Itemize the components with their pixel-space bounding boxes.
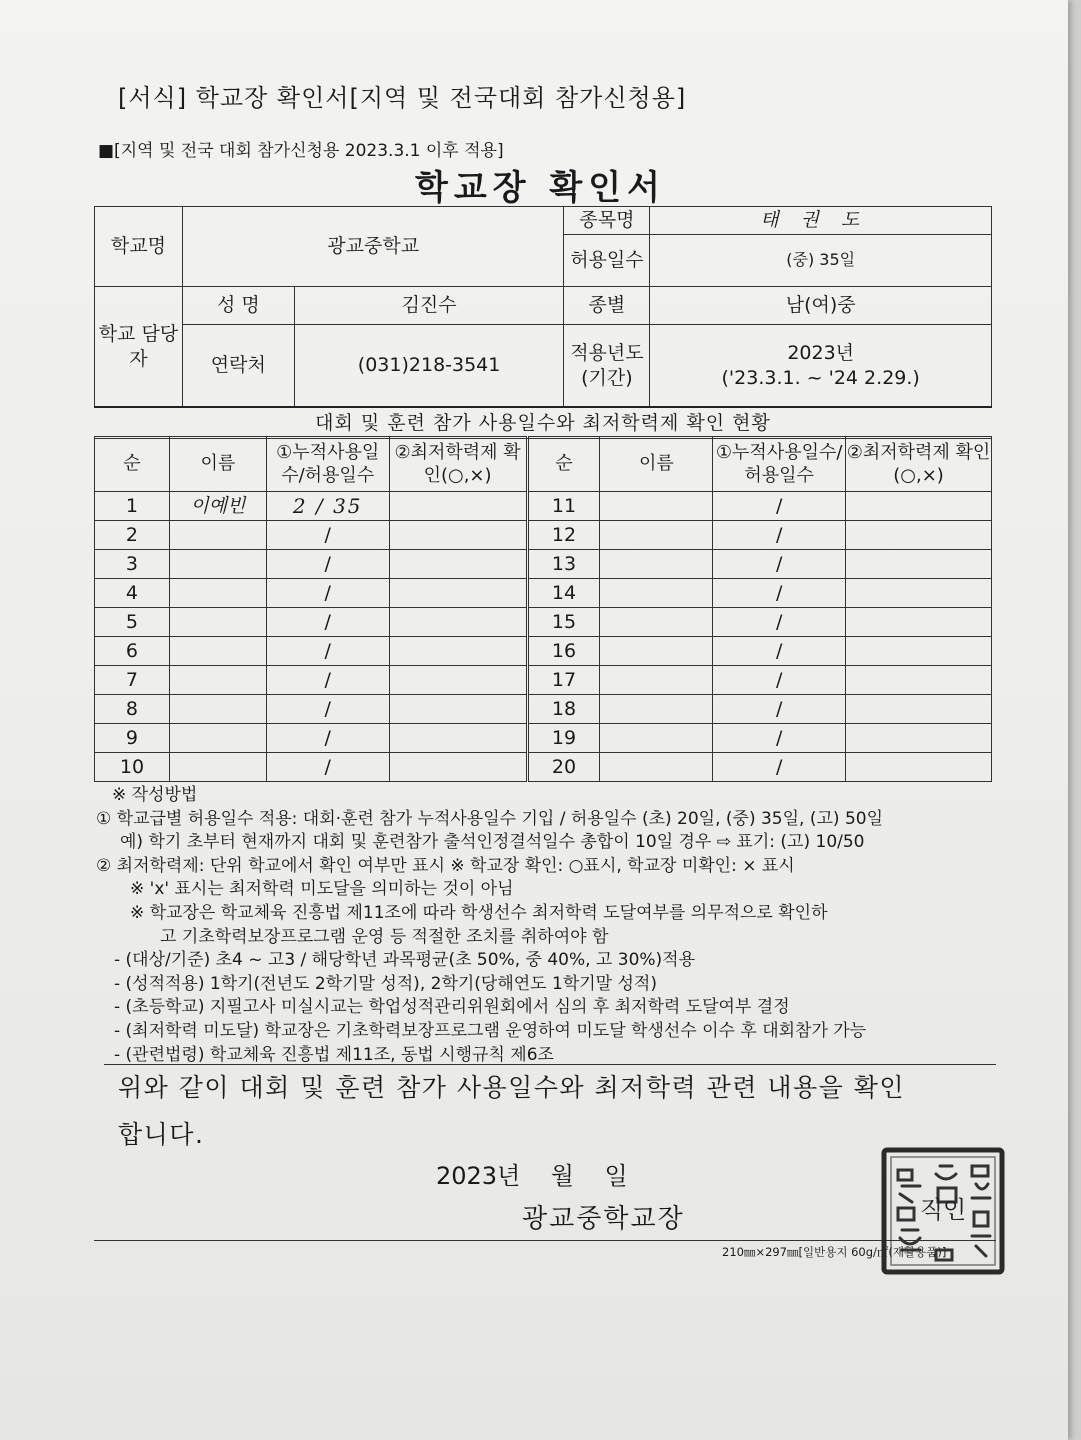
days-used: / — [266, 550, 389, 579]
instructions — [96, 784, 883, 1067]
days-used: / — [713, 550, 846, 579]
student-name — [600, 724, 713, 753]
days-used: / — [713, 753, 846, 782]
student-name — [169, 724, 266, 753]
header-name: 이름 — [169, 437, 266, 492]
days-used: / — [266, 608, 389, 637]
header-no: 순 — [527, 437, 600, 492]
academic-check — [389, 637, 527, 666]
days-used: / — [713, 695, 846, 724]
note-line: ② 최저학력제: 단위 학교에서 확인 여부만 표시 ※ 학교장 확인: ○표시, 학교장 미확인: × 표시 — [96, 855, 795, 876]
table-row — [95, 608, 992, 637]
school-value: 광교중학교 — [182, 207, 564, 287]
header-days: ①누적사용일수/허용일수 — [266, 437, 389, 492]
student-name — [169, 637, 266, 666]
days-used: / — [713, 637, 846, 666]
note-line: 고 기초학력보장프로그램 운영 등 적절한 조치를 취하여야 함 — [160, 926, 609, 947]
note-line: 예) 학기 초부터 현재까지 대회 및 훈련참가 출석인정결석일수 총합이 10일 경우 ⇨ 표기: (고) 10/50 — [120, 832, 865, 853]
row-number: 6 — [95, 637, 170, 666]
academic-check — [846, 637, 992, 666]
confirmation-line: 위와 같이 대회 및 훈련 참가 사용일수와 최저학력 관련 내용을 확인 — [118, 1073, 906, 1102]
student-name — [169, 753, 266, 782]
table-row — [95, 753, 992, 782]
note-line: - (최저학력 미도달) 학교장은 기초학력보장프로그램 운영하여 미도달 학생선수 이수 후 대회참가 가능 — [114, 1020, 867, 1041]
row-number: 20 — [527, 753, 600, 782]
contact-label: 연락처 — [182, 325, 294, 407]
student-name — [169, 695, 266, 724]
student-name — [169, 608, 266, 637]
student-name — [600, 637, 713, 666]
name-label: 성 명 — [182, 287, 294, 325]
academic-check — [389, 579, 527, 608]
days-used: / — [266, 666, 389, 695]
instructions-heading: ※ 작성방법 — [112, 785, 198, 805]
form-label: [서식] 학교장 확인서[지역 및 전국대회 참가신청용] — [118, 84, 687, 112]
event-value: 태권도 — [650, 207, 992, 235]
signature-date: 2023년 월 일 — [436, 1162, 628, 1190]
note-line: - (대상/기준) 초4 ~ 고3 / 해당학년 과목평균(초 50%, 중 40%, 고 30%)적용 — [114, 950, 696, 971]
days-used: / — [266, 579, 389, 608]
gender-label: 종별 — [564, 287, 650, 325]
academic-check — [846, 695, 992, 724]
row-number: 12 — [527, 521, 600, 550]
days-used: 2 / 35 — [266, 492, 389, 521]
allowed-days-label: 허용일수 — [564, 235, 650, 287]
academic-check — [389, 550, 527, 579]
student-name — [600, 608, 713, 637]
academic-check — [846, 753, 992, 782]
section-title: 대회 및 훈련 참가 사용일수와 최저학력제 확인 현황 — [94, 406, 992, 439]
row-number: 2 — [95, 521, 170, 550]
contact-value: (031)218-3541 — [294, 325, 564, 407]
academic-check — [389, 608, 527, 637]
row-number: 11 — [527, 492, 600, 521]
student-name — [169, 521, 266, 550]
form-subtitle: ■[지역 및 전국 대회 참가신청용 2023.3.1 이후 적용] — [98, 141, 504, 161]
row-number: 9 — [95, 724, 170, 753]
note-line: ※ 'x' 표시는 최저학력 미도달을 의미하는 것이 아님 — [130, 879, 514, 900]
academic-check — [389, 724, 527, 753]
header-name: 이름 — [600, 437, 713, 492]
period-value: ('23.3.1. ~ '24 2.29.) — [721, 366, 920, 389]
student-name — [600, 521, 713, 550]
days-used: / — [713, 492, 846, 521]
row-number: 8 — [95, 695, 170, 724]
row-number: 5 — [95, 608, 170, 637]
days-used: / — [266, 753, 389, 782]
academic-check — [389, 753, 527, 782]
allowed-days-value: (중) 35일 — [650, 235, 992, 287]
note-line: ① 학교급별 허용일수 적용: 대회·훈련 참가 누적사용일수 기입 / 허용일수 (초) 20일, (중) 35일, (고) 50일 — [96, 808, 884, 829]
table-row — [95, 492, 992, 521]
event-label: 종목명 — [564, 207, 650, 235]
table-row — [95, 695, 992, 724]
header-check: ②최저학력제 확인(○,×) — [846, 437, 992, 492]
days-used: / — [713, 724, 846, 753]
days-used: / — [266, 695, 389, 724]
confirmation-text — [118, 1064, 905, 1158]
days-used: / — [266, 637, 389, 666]
school-info-table — [94, 206, 992, 407]
academic-check — [846, 579, 992, 608]
note-line: ※ 학교장은 학교체육 진흥법 제11조에 따라 학생선수 최저학력 도달여부를 의무적으로 확인하 — [130, 902, 828, 923]
row-number: 15 — [527, 608, 600, 637]
academic-check — [846, 666, 992, 695]
header-days: ①누적사용일수/허용일수 — [713, 437, 846, 492]
row-number: 13 — [527, 550, 600, 579]
year-value: 2023년 — [787, 341, 855, 364]
paper-spec: 210㎜×297㎜[일반용지 60g/㎡(재활용품)] — [722, 1245, 947, 1259]
row-number: 14 — [527, 579, 600, 608]
school-label: 학교명 — [95, 207, 183, 287]
student-name — [600, 666, 713, 695]
year-cell — [650, 325, 992, 407]
student-name — [600, 695, 713, 724]
note-line: - (성적적용) 1학기(전년도 2학기말 성적), 2학기(당해연도 1학기말 성적) — [114, 973, 657, 994]
table-row — [95, 724, 992, 753]
principal-name: 광교중학교장 — [522, 1204, 685, 1234]
row-number: 1 — [95, 492, 170, 521]
days-used: / — [266, 724, 389, 753]
name-value: 김진수 — [294, 287, 564, 325]
row-number: 19 — [527, 724, 600, 753]
academic-check — [846, 550, 992, 579]
academic-check — [389, 666, 527, 695]
days-used: / — [713, 608, 846, 637]
participation-table — [94, 436, 992, 782]
header-no: 순 — [95, 437, 170, 492]
gender-value: 남(여)중 — [650, 287, 992, 325]
academic-check — [846, 492, 992, 521]
table-row — [95, 579, 992, 608]
days-used: / — [713, 666, 846, 695]
note-line: - (관련법령) 학교체육 진흥법 제11조, 동법 시행규칙 제6조 — [114, 1044, 554, 1065]
student-name — [169, 550, 266, 579]
academic-check — [389, 492, 527, 521]
row-number: 16 — [527, 637, 600, 666]
row-number: 18 — [527, 695, 600, 724]
academic-check — [846, 608, 992, 637]
official-seal-icon — [880, 1146, 1006, 1276]
student-name — [600, 492, 713, 521]
student-name — [169, 579, 266, 608]
row-number: 7 — [95, 666, 170, 695]
student-name: 이예빈 — [169, 492, 266, 521]
table-row — [95, 521, 992, 550]
academic-check — [846, 724, 992, 753]
document-title: 학교장 확인서 — [415, 168, 666, 208]
row-number: 17 — [527, 666, 600, 695]
row-number: 3 — [95, 550, 170, 579]
table-row — [95, 637, 992, 666]
academic-check — [389, 521, 527, 550]
student-name — [600, 753, 713, 782]
student-name — [600, 579, 713, 608]
seal-text: 직인 — [919, 1196, 967, 1224]
days-used: / — [713, 579, 846, 608]
bottom-divider — [94, 1240, 996, 1241]
row-number: 4 — [95, 579, 170, 608]
header-check: ②최저학력제 확인(○,×) — [389, 437, 527, 492]
academic-check — [846, 521, 992, 550]
table-row — [95, 550, 992, 579]
table-row — [95, 666, 992, 695]
days-used: / — [266, 521, 389, 550]
student-name — [600, 550, 713, 579]
days-used: / — [713, 521, 846, 550]
row-number: 10 — [95, 753, 170, 782]
manager-label: 학교 담당자 — [95, 287, 183, 407]
note-line: - (초등학교) 지필고사 미실시교는 학업성적관리위원회에서 심의 후 최저학력 도달여부 결정 — [114, 997, 790, 1018]
student-name — [169, 666, 266, 695]
confirmation-line: 합니다. — [118, 1120, 205, 1149]
academic-check — [389, 695, 527, 724]
year-label: 적용년도 (기간) — [564, 325, 650, 407]
